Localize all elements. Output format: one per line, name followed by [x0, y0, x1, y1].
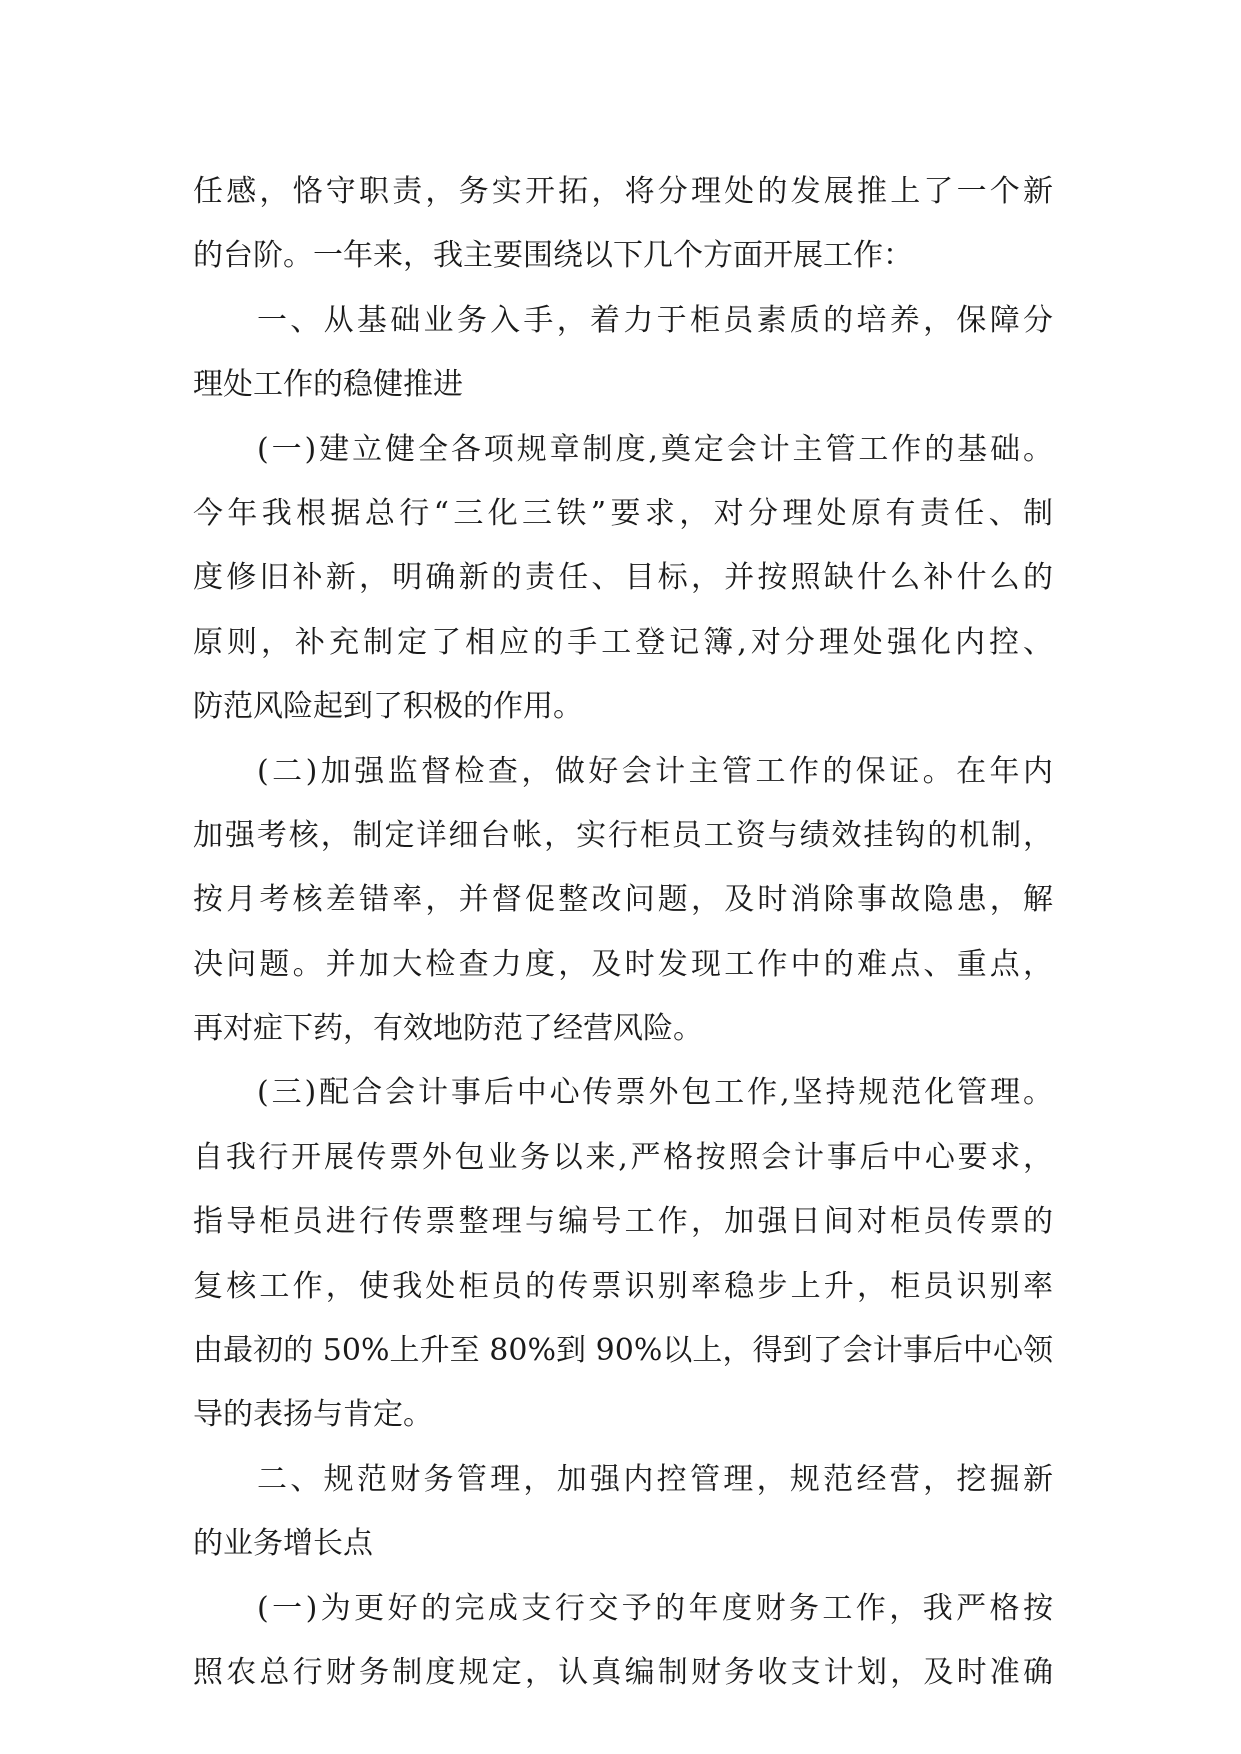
text-line: 决问题。并加大检查力度，及时发现工作中的难点、重点，	[193, 946, 1053, 982]
text-line: 指导柜员进行传票整理与编号工作，加强日间对柜员传票的	[193, 1204, 1053, 1240]
text-line: 由最初的 50%上升至 80%到 90%以上，得到了会计事后中心领	[193, 1333, 1053, 1369]
text-line: 按月考核差错率，并督促整改问题，及时消除事故隐患，解	[193, 882, 1053, 918]
text-line: 一、从基础业务入手，着力于柜员素质的培养，保障分	[257, 302, 1053, 338]
text-line: (三)配合会计事后中心传票外包工作,坚持规范化管理。	[257, 1075, 1053, 1111]
text-line: 二、规范财务管理，加强内控管理，规范经营，挖掘新	[257, 1461, 1053, 1497]
text-line: 自我行开展传票外包业务以来,严格按照会计事后中心要求，	[193, 1139, 1053, 1175]
text-line: 照农总行财务制度规定，认真编制财务收支计划，及时准确	[193, 1654, 1053, 1690]
text-line: 导的表扬与肯定。	[193, 1397, 433, 1433]
text-line: 原则，补充制定了相应的手工登记簿,对分理处强化内控、	[193, 624, 1053, 660]
text-line: 复核工作，使我处柜员的传票识别率稳步上升，柜员识别率	[193, 1268, 1053, 1304]
text-line: 加强考核，制定详细台帐，实行柜员工资与绩效挂钩的机制，	[193, 817, 1053, 853]
text-line: 度修旧补新，明确新的责任、目标，并按照缺什么补什么的	[193, 560, 1053, 596]
text-line: 的台阶。一年来，我主要围绕以下几个方面开展工作：	[193, 238, 913, 274]
text-line: (一)建立健全各项规章制度,奠定会计主管工作的基础。	[257, 431, 1053, 467]
paragraph	[193, 289, 1053, 418]
text-line: (二)加强监督检查，做好会计主管工作的保证。在年内	[257, 753, 1053, 789]
paragraph	[193, 418, 1053, 740]
text-line: 的业务增长点	[193, 1526, 373, 1562]
text-line: 今年我根据总行“三化三铁”要求，对分理处原有责任、制	[193, 495, 1053, 531]
document-body	[193, 160, 1053, 1705]
paragraph	[193, 160, 1053, 289]
text-line: (一)为更好的完成支行交予的年度财务工作，我严格按	[257, 1590, 1053, 1626]
text-line: 防范风险起到了积极的作用。	[193, 689, 583, 725]
paragraph	[193, 1577, 1053, 1706]
paragraph	[193, 1061, 1053, 1447]
paragraph	[193, 1448, 1053, 1577]
text-line: 理处工作的稳健推进	[193, 367, 463, 403]
paragraph	[193, 740, 1053, 1062]
text-line: 再对症下药，有效地防范了经营风险。	[193, 1011, 703, 1047]
text-line: 任感，恪守职责，务实开拓，将分理处的发展推上了一个新	[193, 174, 1053, 209]
